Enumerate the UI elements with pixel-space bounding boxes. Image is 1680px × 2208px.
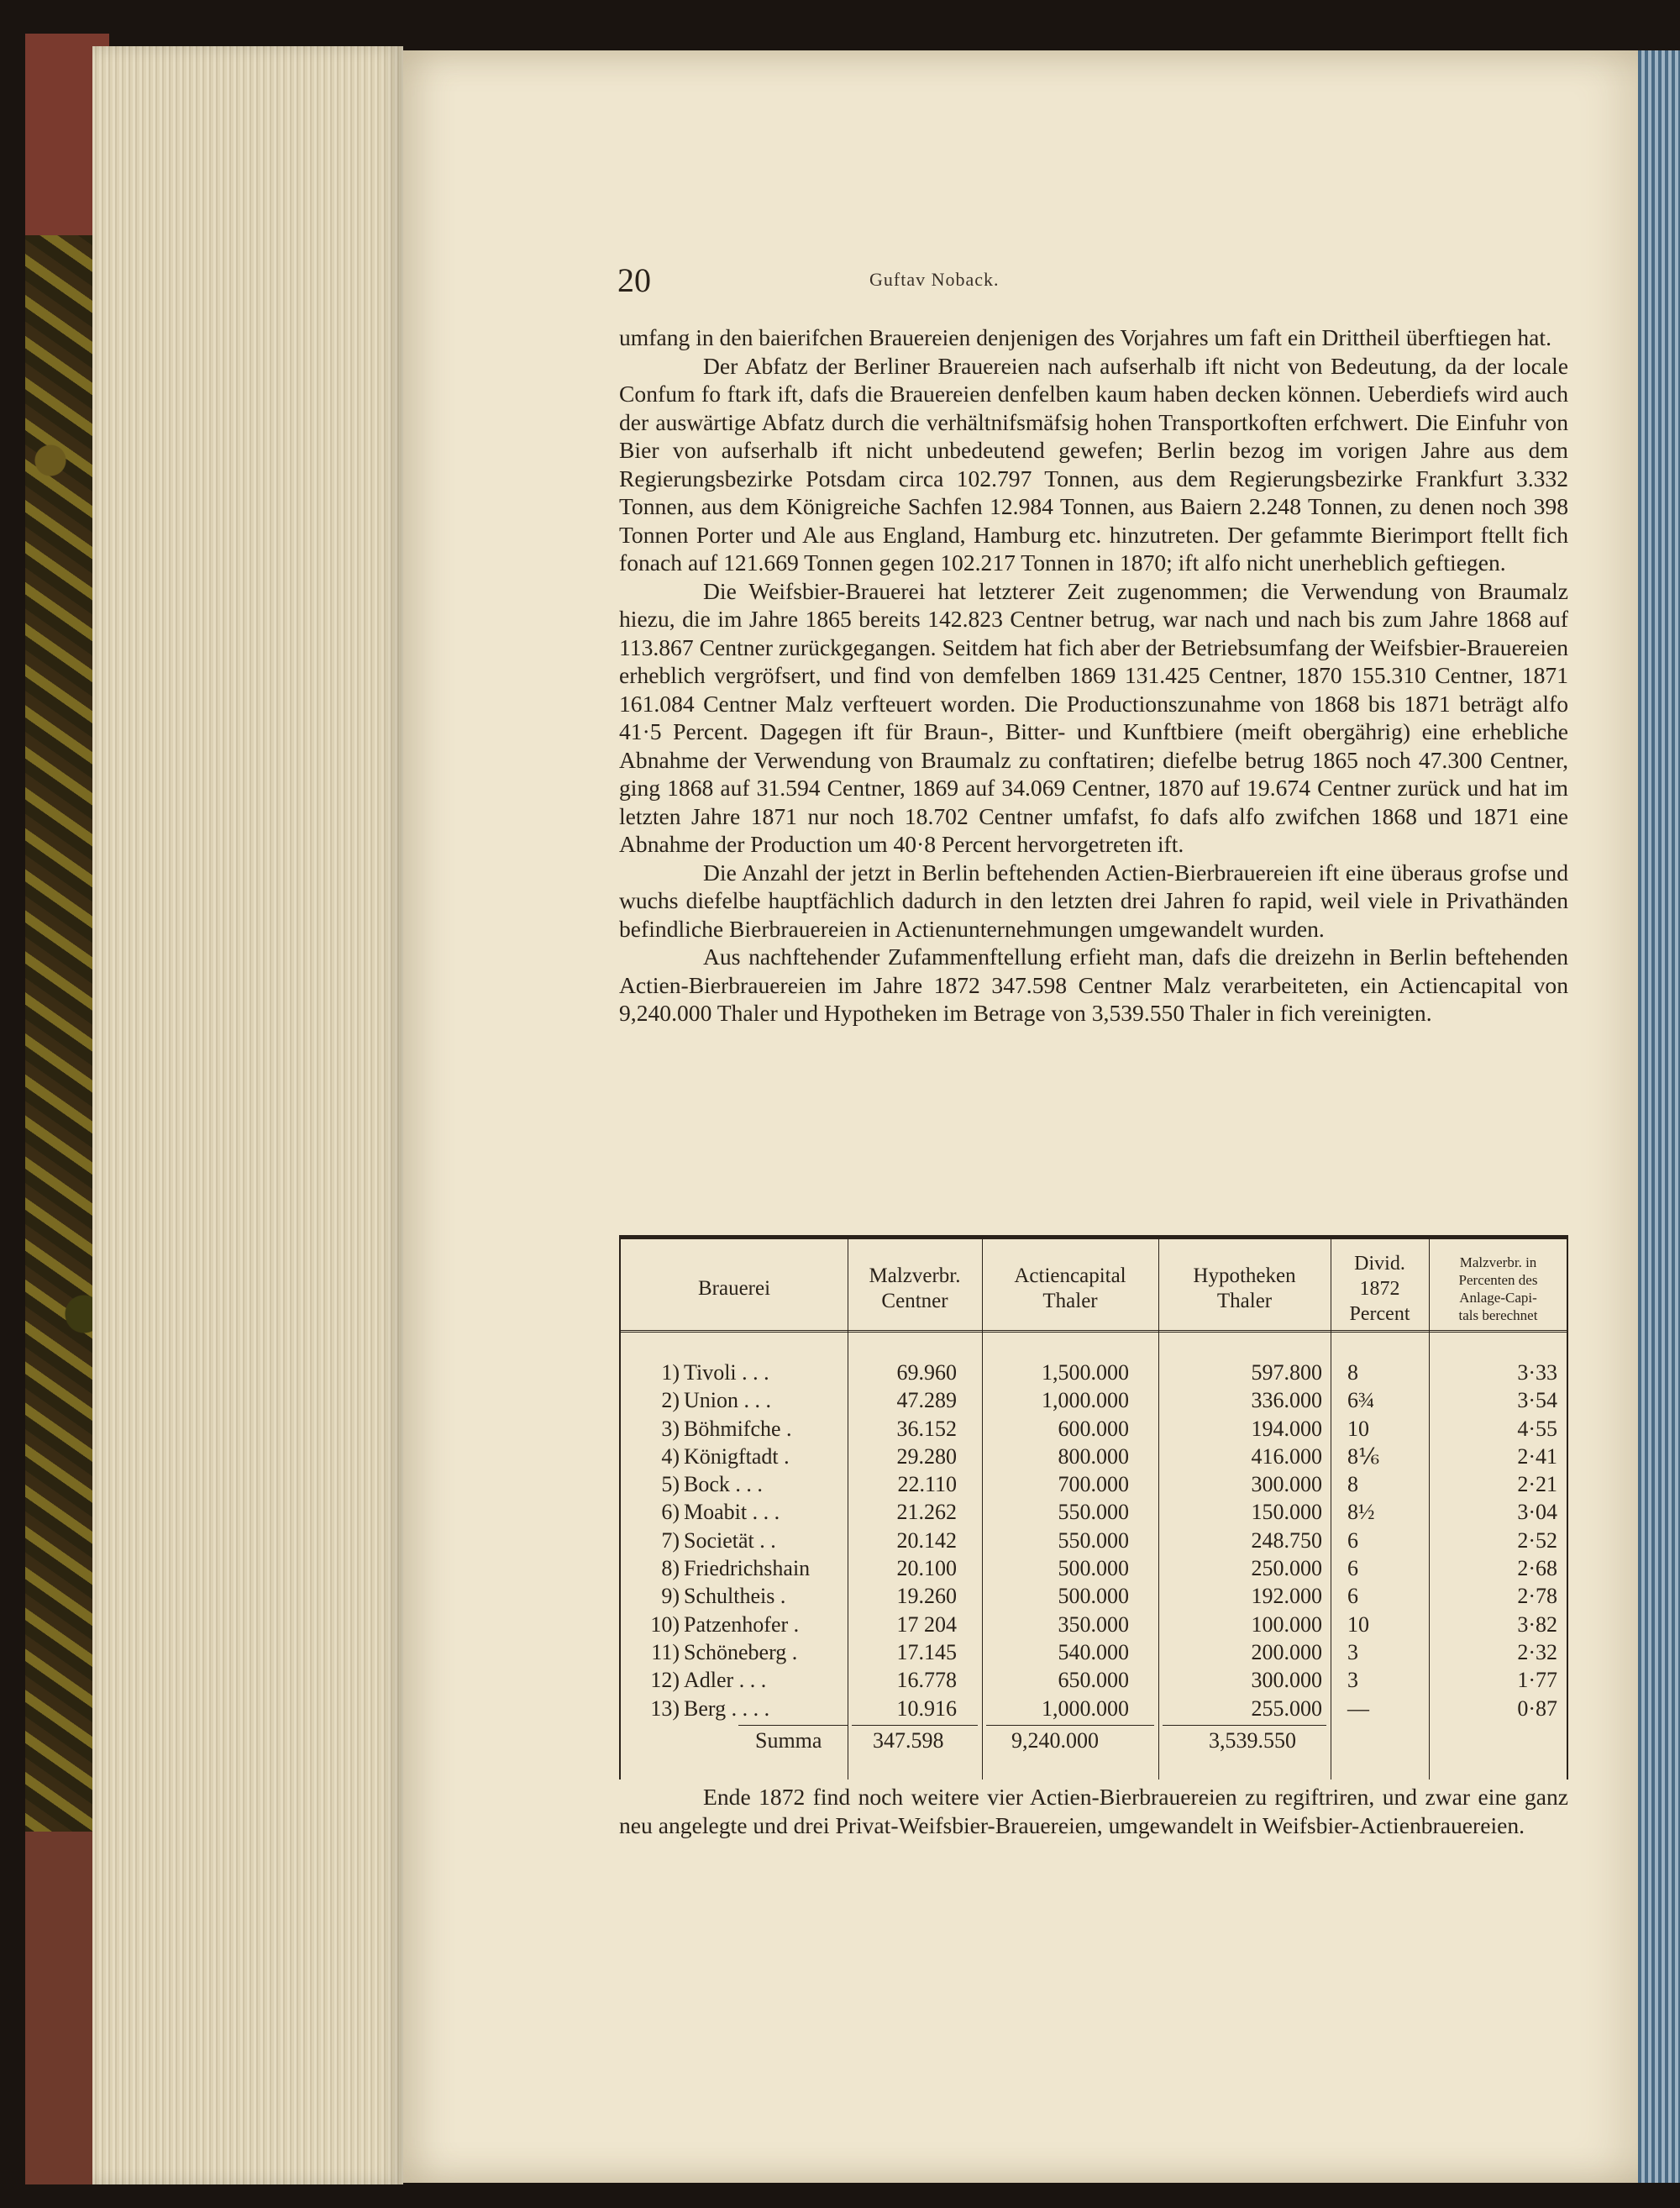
- cell-capital: 500.000: [1058, 1584, 1129, 1609]
- header-rule: [621, 1330, 1567, 1333]
- cell-hyp: 336.000: [1251, 1388, 1322, 1413]
- cell-pct: 3·04: [1517, 1500, 1557, 1525]
- table-row: [621, 1470, 1567, 1498]
- cell-pct: 0·87: [1517, 1695, 1557, 1721]
- cell-hyp: 416.000: [1251, 1443, 1322, 1469]
- cell-capital: 550.000: [1058, 1500, 1129, 1525]
- cell-malz: 17 204: [896, 1611, 957, 1637]
- cell-num: 2): [661, 1388, 680, 1413]
- cell-num: 5): [661, 1472, 680, 1497]
- cell-name: Societät . .: [684, 1527, 776, 1553]
- cell-div: 8: [1347, 1360, 1358, 1385]
- cell-name: Schöneberg .: [684, 1639, 798, 1664]
- cell-malz: 16.778: [896, 1668, 957, 1693]
- cell-div: 3: [1347, 1639, 1358, 1664]
- page-header: [617, 260, 1508, 302]
- cell-hyp: 194.000: [1251, 1416, 1322, 1441]
- cell-malz: 21.262: [896, 1500, 957, 1525]
- cell-pct: 1·77: [1517, 1668, 1557, 1693]
- table-row: [621, 1695, 1567, 1722]
- cell-pct: 2·32: [1517, 1639, 1557, 1664]
- cell-div: 8⅙: [1347, 1443, 1380, 1469]
- table-row: [621, 1638, 1567, 1666]
- cell-malz: 22.110: [897, 1472, 957, 1497]
- cell-hyp: 250.000: [1251, 1556, 1322, 1581]
- cell-div: 8½: [1347, 1500, 1375, 1525]
- running-title: Guftav Noback.: [869, 269, 1000, 290]
- header-hypotheken: Hypotheken Thaler: [1193, 1264, 1296, 1312]
- paragraph: Aus nachftehender Zufammenftellung erfieht man, dafs die dreizehn in Berlin beftehenden Actien-Bierbrauereien im Jahre 1872 347.598 Centner Malz verarbeiteten, ein Actiencapital von 9,240.000 Thaler und Hypotheken im Betrage von 3,539.550 Thaler in fich vereinigten.: [619, 944, 1568, 1026]
- cell-capital: 1,000.000: [1042, 1388, 1129, 1413]
- cell-div: 6: [1347, 1556, 1358, 1581]
- closing-text: [619, 1783, 1568, 1839]
- cell-num: 3): [661, 1416, 680, 1441]
- cell-hyp: 255.000: [1251, 1695, 1322, 1721]
- cell-capital: 500.000: [1058, 1556, 1129, 1581]
- cell-pct: 2·21: [1517, 1472, 1557, 1497]
- cell-capital: 540.000: [1058, 1639, 1129, 1664]
- summa-hyp: 3,539.550: [1209, 1728, 1296, 1753]
- cell-div: 10: [1347, 1416, 1369, 1441]
- cell-hyp: 300.000: [1251, 1668, 1322, 1693]
- table-row: [621, 1359, 1567, 1386]
- cell-name: Union . . .: [684, 1388, 771, 1413]
- cell-pct: 3·82: [1517, 1611, 1557, 1637]
- table-row: [621, 1498, 1567, 1526]
- sum-rule: [1163, 1725, 1326, 1726]
- cell-name: Böhmifche .: [684, 1416, 792, 1441]
- cell-capital: 700.000: [1058, 1472, 1129, 1497]
- cell-num: 11): [651, 1639, 680, 1664]
- cell-hyp: 150.000: [1251, 1500, 1322, 1525]
- cell-num: 9): [661, 1584, 680, 1609]
- cell-num: 8): [661, 1556, 680, 1581]
- cell-pct: 2·52: [1517, 1527, 1557, 1553]
- brewery-table: [619, 1235, 1568, 1780]
- header-dividend: Divid. 1872 Percent: [1349, 1253, 1410, 1325]
- cell-capital: 650.000: [1058, 1668, 1129, 1693]
- cell-hyp: 192.000: [1251, 1584, 1322, 1609]
- cell-hyp: 300.000: [1251, 1472, 1322, 1497]
- cell-num: 10): [650, 1611, 680, 1637]
- body-text: [619, 323, 1568, 1028]
- header-percent: Malzverbr. in Percenten des Anlage-Capi- tals berechnet: [1458, 1254, 1538, 1323]
- sum-rule: [738, 1725, 848, 1726]
- cell-hyp: 597.800: [1251, 1360, 1322, 1385]
- cell-malz: 17.145: [896, 1639, 957, 1664]
- cell-hyp: 248.750: [1251, 1527, 1322, 1553]
- cell-div: 8: [1347, 1472, 1358, 1497]
- cell-name: Friedrichshain: [684, 1556, 811, 1581]
- cell-div: 6: [1347, 1584, 1358, 1609]
- cell-pct: 2·68: [1517, 1556, 1557, 1581]
- cell-pct: 4·55: [1517, 1416, 1557, 1441]
- page-number: 20: [617, 261, 651, 299]
- cell-malz: 47.289: [896, 1388, 957, 1413]
- cell-hyp: 100.000: [1251, 1611, 1322, 1637]
- cell-malz: 36.152: [896, 1416, 957, 1441]
- cell-pct: 2·41: [1517, 1443, 1557, 1469]
- header-malzverbr: Malzverbr. Centner: [869, 1264, 961, 1312]
- paragraph: Ende 1872 find noch weitere vier Actien-Bierbrauereien zu regiftriren, und zwar eine ganz neu angelegte und drei Privat-Weifsbier-Brauereien, umgewandelt in Weifsbier-Actienbrauereien.: [619, 1784, 1568, 1838]
- sum-rule: [852, 1725, 978, 1726]
- cell-div: 6¾: [1347, 1388, 1375, 1413]
- cell-capital: 1,000.000: [1042, 1695, 1129, 1721]
- paragraph: umfang in den baierifchen Brauereien denjenigen des Vorjahres um faft ein Drittheil überftiegen hat.: [619, 324, 1551, 350]
- cell-malz: 10.916: [896, 1695, 957, 1721]
- cell-div: 6: [1347, 1527, 1358, 1553]
- cell-num: 6): [661, 1500, 680, 1525]
- summa-malz: 347.598: [873, 1728, 944, 1753]
- facing-page-edge: [1638, 50, 1680, 2183]
- table-row: [621, 1443, 1567, 1470]
- cell-malz: 69.960: [896, 1360, 957, 1385]
- cell-name: Tivoli . . .: [684, 1360, 769, 1385]
- table-row: [621, 1582, 1567, 1610]
- cell-capital: 1,500.000: [1042, 1360, 1129, 1385]
- table-row: [621, 1527, 1567, 1554]
- cell-name: Schultheis .: [684, 1584, 786, 1609]
- cell-name: Berg . . . .: [684, 1695, 770, 1721]
- cell-name: Patzenhofer .: [684, 1611, 800, 1637]
- cell-name: Moabit . . .: [684, 1500, 780, 1525]
- paragraph: Die Anzahl der jetzt in Berlin beftehenden Actien-Bierbrauereien ift eine überaus grofse und wuchs diefelbe hauptfächlich dadurch in den letzten drei Jahren fo rapid, weil viele in Privathänden befindliche Bierbrauereien in Actienunternehmungen umgewandelt wurden.: [619, 859, 1568, 942]
- cell-capital: 350.000: [1058, 1611, 1129, 1637]
- cell-name: Königftadt .: [684, 1443, 790, 1469]
- cell-pct: 2·78: [1517, 1584, 1557, 1609]
- table-row: [621, 1611, 1567, 1638]
- summa-capital: 9,240.000: [1011, 1728, 1099, 1753]
- cell-div: —: [1347, 1695, 1369, 1721]
- header-brauerei: Brauerei: [697, 1277, 771, 1300]
- table-row: [621, 1666, 1567, 1694]
- cell-malz: 20.142: [896, 1527, 957, 1553]
- cell-num: 4): [661, 1443, 680, 1469]
- cell-malz: 29.280: [896, 1443, 957, 1469]
- cell-num: 7): [661, 1527, 680, 1553]
- page-edges: [92, 46, 403, 2184]
- cell-malz: 19.260: [896, 1584, 957, 1609]
- paragraph: Die Weifsbier-Brauerei hat letzterer Zeit zugenommen; die Verwendung von Braumalz hiezu, die im Jahre 1865 bereits 142.823 Centner betrug, war nach und nach bis zum Jahre 1868 auf 113.867 Centner zurückgegangen. Seitdem hat fich aber der Betriebsumfang der Weifsbier-Brauereien erheblich vergröfsert, und find von demfelben 1869 131.425 Centner, 1870 155.310 Centner, 1871 161.084 Centner Malz verfteuert worden. Die Productionszunahme von 1868 bis 1871 beträgt alfo 41·5 Percent. Dagegen ift für Braun-, Bitter- und Kunftbiere (meift obergährig) eine erhebliche Abnahme der Verwendung von Braumalz zu conftatiren; diefelbe betrug 1865 noch 47.300 Centner, ging 1868 auf 31.594 Centner, 1869 auf 34.069 Centner, 1870 auf 19.674 Centner zurück und hat im letzten Jahre 1871 nur noch 18.702 Centner umfafst, fo dafs alfo zwifchen 1868 und 1871 eine Abnahme der Production um 40·8 Percent hervorgetreten ift.: [619, 577, 1568, 857]
- cell-malz: 20.100: [896, 1556, 957, 1581]
- cell-hyp: 200.000: [1251, 1639, 1322, 1664]
- cell-div: 3: [1347, 1668, 1358, 1693]
- cell-capital: 600.000: [1058, 1416, 1129, 1441]
- summa-label: Summa: [755, 1728, 822, 1753]
- cell-num: 1): [661, 1360, 680, 1385]
- sum-rule: [986, 1725, 1154, 1726]
- table-row: [621, 1386, 1567, 1414]
- table-body: [621, 1359, 1567, 1722]
- cell-name: Bock . . .: [684, 1472, 763, 1497]
- cell-pct: 3·54: [1517, 1388, 1557, 1413]
- cell-div: 10: [1347, 1611, 1369, 1637]
- cell-num: 12): [650, 1668, 680, 1693]
- cell-pct: 3·33: [1517, 1360, 1557, 1385]
- table-row: [621, 1415, 1567, 1443]
- paragraph: Der Abfatz der Berliner Brauereien nach aufserhalb ift nicht von Bedeutung, da der locale Confum fo ftark ift, dafs die Brauereien denfelben kaum haben decken können. Ueberdiefs wird auch der auswärtige Abfatz durch die verhältnifsmäfsig hohen Transportkoften erfchwert. Die Einfuhr von Bier von aufserhalb ift nicht unbedeutend gewefen; Berlin bezog im vorigen Jahre aus dem Regierungsbezirke Potsdam circa 102.797 Tonnen, aus dem Regierungsbezirke Frankfurt 3.332 Tonnen, aus dem Königreiche Sachfen 12.984 Tonnen, aus Baiern 2.248 Tonnen, zu denen noch 398 Tonnen Porter und Ale aus England, Hamburg etc. hinzutreten. Der gefammte Bierimport ftellt fich fonach auf 121.669 Tonnen gegen 102.217 Tonnen in 1870; ift alfo nicht unerheblich geftiegen.: [619, 352, 1568, 576]
- cell-name: Adler . . .: [684, 1668, 767, 1693]
- cell-capital: 550.000: [1058, 1527, 1129, 1553]
- cell-capital: 800.000: [1058, 1443, 1129, 1469]
- cell-num: 13): [650, 1695, 680, 1721]
- table-row: [621, 1554, 1567, 1582]
- header-actiencapital: Actiencapital Thaler: [1014, 1264, 1126, 1312]
